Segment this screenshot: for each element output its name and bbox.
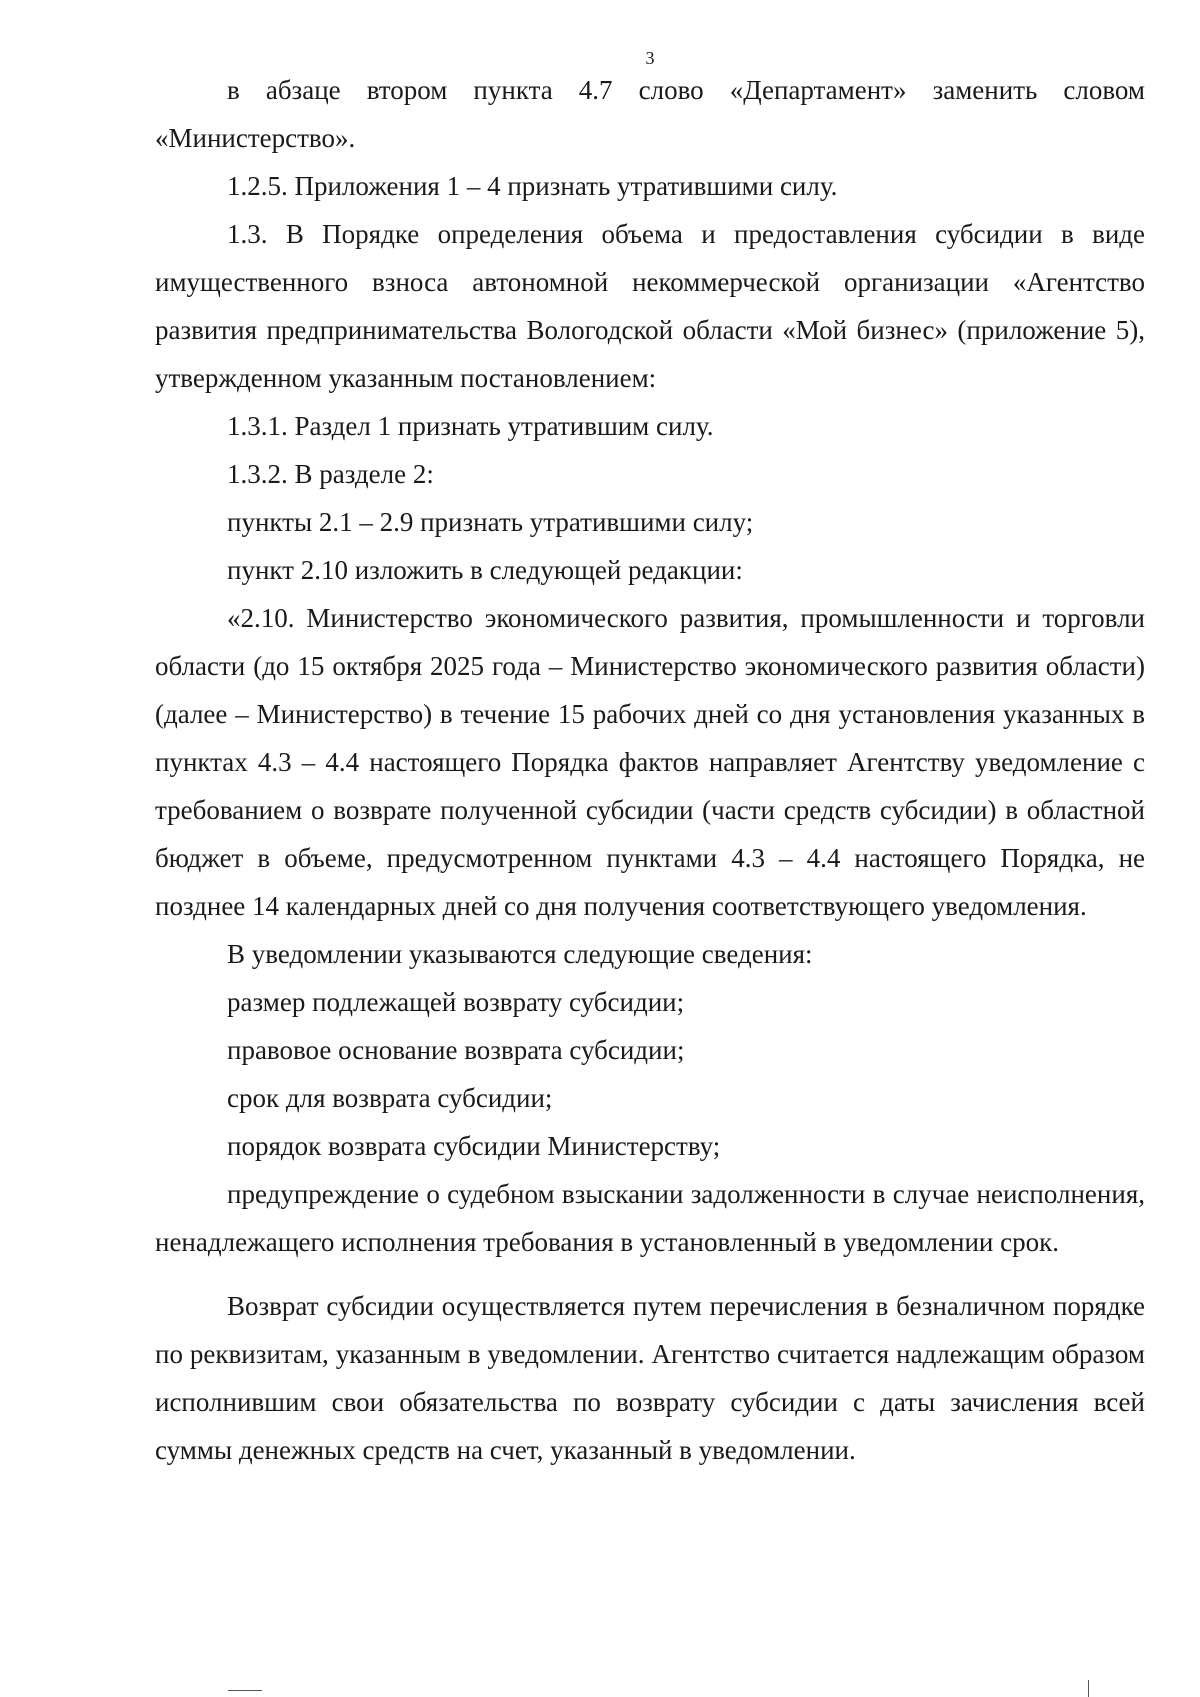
list-item-deadline: срок для возврата субсидии;	[227, 1083, 553, 1113]
scan-mark-right	[1088, 1680, 1089, 1697]
list-item-procedure: порядок возврата субсидии Министерству;	[227, 1131, 721, 1161]
list-item-legal-basis: правовое основание возврата субсидии;	[227, 1035, 685, 1065]
paragraph-1-3-1: 1.3.1. Раздел 1 признать утратившим силу.	[227, 411, 714, 441]
list-item-amount: размер подлежащей возврату субсидии;	[227, 987, 685, 1017]
paragraph-1-3: 1.3. В Порядке определения объема и предоставления субсидии в виде имущественного взноса автономной некоммерческой организации «Агентство развития предпринимательства Вологодской области «Мой бизнес» (приложение 5), утвержденном указанным постановлением:	[155, 219, 1145, 393]
paragraph-1-3-2: 1.3.2. В разделе 2:	[227, 459, 434, 489]
paragraph-point-2-10-intro: пункт 2.10 изложить в следующей редакции:	[227, 555, 743, 585]
paragraph-2-10: «2.10. Министерство экономического развития, промышленности и торговли области (до 15 октября 2025 года – Министерство экономического развития области) (далее – Министерство) в течение 15 рабочих дней со дня установления указанных в пунктах 4.3 – 4.4 настоящего Порядка фактов направляет Агентству уведомление с требованием о возврате полученной субсидии (части средств субсидии) в областной бюджет в объеме, предусмотренном пунктами 4.3 – 4.4 настоящего Порядка, не позднее 14 календарных дней со дня получения соответствующего уведомления.	[155, 603, 1145, 921]
paragraph-notice-contents: В уведомлении указываются следующие сведения:	[227, 939, 813, 969]
paragraph-1-2-5: 1.2.5. Приложения 1 – 4 признать утратившими силу.	[227, 171, 838, 201]
paragraph-amend-4-7: в абзаце втором пункта 4.7 слово «Департамент» заменить словом «Министерство».	[155, 75, 1145, 153]
paragraph-return-procedure: Возврат субсидии осуществляется путем перечисления в безналичном порядке по реквизитам, указанным в уведомлении. Агентство считается надлежащим образом исполнившим свои обязательства по возврату субсидии с даты зачисления всей суммы денежных средств на счет, указанный в уведомлении.	[155, 1291, 1145, 1465]
page-number: 3	[645, 48, 655, 68]
list-item-warning: предупреждение о судебном взыскании задолженности в случае неисполнения, ненадлежащего исполнения требования в установленный в уведомлении срок.	[155, 1179, 1145, 1257]
scan-mark-left	[228, 1690, 262, 1691]
document-body	[155, 66, 1145, 1474]
paragraph-points-2-1-2-9: пункты 2.1 – 2.9 признать утратившими силу;	[227, 507, 754, 537]
